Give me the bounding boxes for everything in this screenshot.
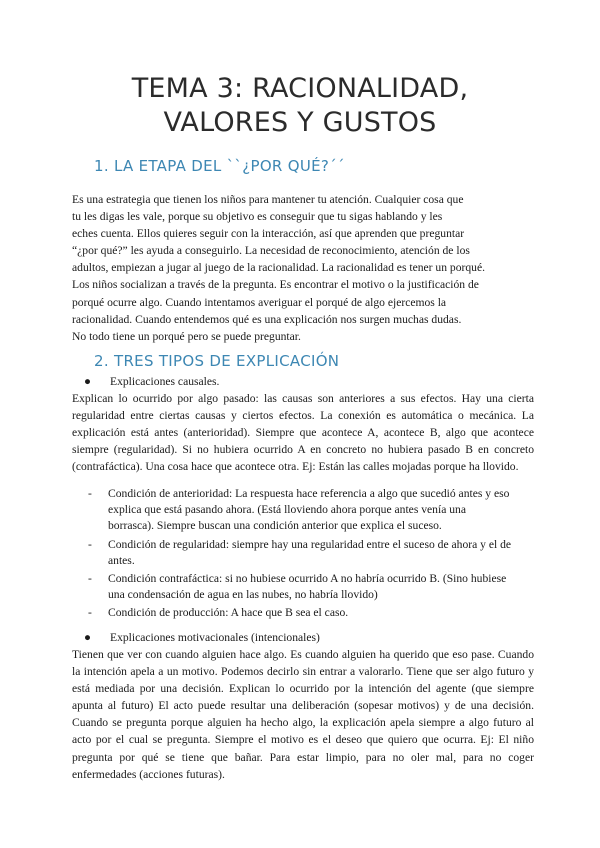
list-item-text: Condición de producción: A hace que B sea el caso. <box>108 606 349 620</box>
dash-icon: - <box>88 572 92 586</box>
conditions-list <box>88 486 512 624</box>
bullet-causales <box>84 373 219 390</box>
bullet-label: Explicaciones causales. <box>110 375 220 388</box>
list-item-text: Condición de regularidad: siempre hay una regularidad entre el suceso de ahora y el de antes. <box>108 537 512 567</box>
dash-icon: - <box>88 487 92 500</box>
section-1-paragraph <box>72 191 532 345</box>
motivational-paragraph: Tienen que ver con cuando alguien hace algo. Es cuando alguien ha querido que eso pase. Cuando la intención apela a un motivo. Podemos decirlo sin entrar a valorarlo. Tiene que ser algo futuro y está mediada por una decisión. Explican lo ocurrido por la intención del agente (que siempre apunta al futuro) El acto puede resultar una deliberación (sopesar motivos) y de una decisión. Cuando se pregunta porque alguien ha hecho algo, la explicación apela siempre a algo futuro al acto por el cual se pregunta. Siempre el motivo es el deseo que quiero que ocurra. Ej: El niño pregunta por qué se tiene que bañar. Para estar limpio, para no oler mal, para no coger enfermedades (acciones futuras). <box>72 648 534 781</box>
list-item <box>88 537 512 569</box>
list-item-text: Condición contrafáctica: si no hubiese ocurrido A no habría ocurrido B. (Sino hubiese una condensación de agua en las nubes, no habría llovido) <box>108 572 507 602</box>
paragraph-line: tu les digas les vale, porque su objetivo es conseguir que tu sigas hablando y les <box>72 210 443 224</box>
paragraph-line: racionalidad. Cuando entendemos qué es una explicación nos surgen muchas dudas. <box>72 312 462 326</box>
dash-icon: - <box>88 606 92 620</box>
causal-paragraph: Explican lo ocurrido por algo pasado: las causas son anteriores a sus efectos. Hay una cierta regularidad entre ciertas causas y ciertos efectos. La conexión es automática o mecánica. La explicación está antes (anterioridad). Siempre que acontece A, acontece B, algo que acontece siempre (regularidad). Si no hubiera ocurrido A en concreto no hubiera pasado B en concreto (contrafáctica). Una cosa hace que acontece otra. Ej: Están las calles mojadas porque ha llovido. <box>72 392 534 474</box>
bullet-motivacionales <box>84 629 320 646</box>
bullet-label: Explicaciones motivacionales (intencionales) <box>110 631 320 644</box>
section-1-heading: 1. LA ETAPA DEL ``¿POR QUÉ?´´ <box>94 157 345 175</box>
bullet-icon: ● <box>84 631 92 644</box>
paragraph-line: Los niños socializan a través de la pregunta. Es encontrar el motivo o la justificación de <box>72 278 479 292</box>
paragraph-line: eches cuenta. Ellos quieres seguir con la interacción, así que aprenden que preguntar <box>72 227 465 241</box>
page-title <box>60 72 540 140</box>
list-item-text: Condición de anterioridad: La respuesta hace referencia a algo que sucedió antes y eso explica que está pasando ahora. (Está lloviendo ahora porque antes venía una borrasca). Siempre buscan una condición anterior que explica el suceso. <box>108 487 510 533</box>
section-2-heading: 2. TRES TIPOS DE EXPLICACIÓN <box>94 352 340 370</box>
dash-icon: - <box>88 537 92 551</box>
title-line-2: VALORES Y GUSTOS <box>163 107 437 138</box>
paragraph-line: “¿por qué?” les ayuda a conseguirlo. La necesidad de reconocimiento, atención de los <box>72 244 470 258</box>
paragraph-line: Es una estrategia que tienen los niños para mantener tu atención. Cualquier cosa que <box>72 193 464 206</box>
paragraph-line: No todo tiene un porqué pero se puede preguntar. <box>72 329 301 343</box>
list-item <box>88 605 512 621</box>
paragraph-line: porqué ocurre algo. Cuando intentamos averiguar el porqué de algo ejercemos la <box>72 295 447 309</box>
list-item <box>88 571 512 603</box>
paragraph-line: adultos, empiezan a jugar al juego de la racionalidad. La racionalidad es tener un porqué. <box>72 261 486 275</box>
title-line-1: TEMA 3: RACIONALIDAD, <box>131 73 469 104</box>
bullet-icon: ● <box>84 375 92 388</box>
list-item <box>88 486 512 535</box>
